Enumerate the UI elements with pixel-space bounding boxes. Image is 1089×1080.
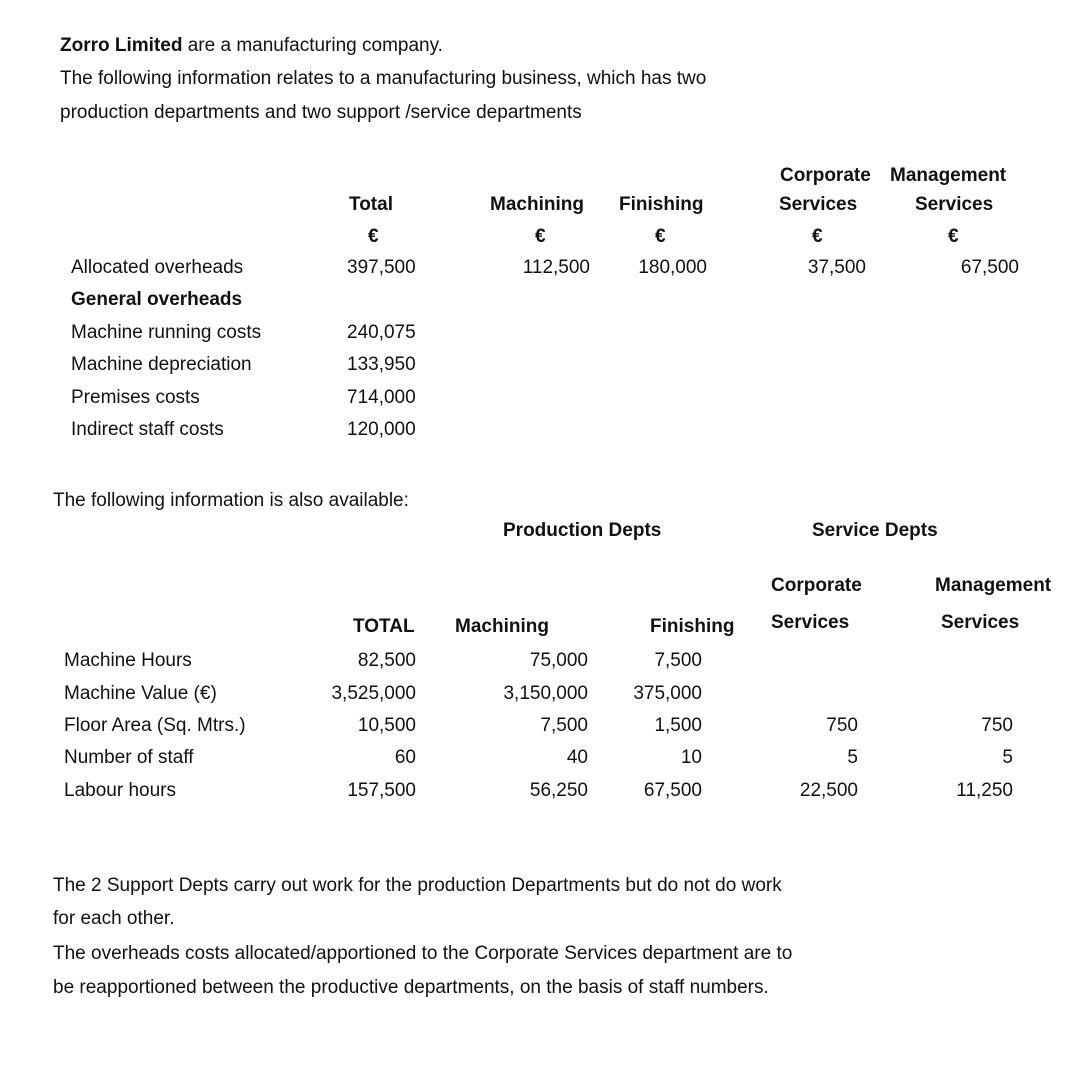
t2-row-management: 750	[981, 715, 1013, 736]
t2-header-total: TOTAL	[353, 616, 415, 637]
t2-row-machining: 3,150,000	[503, 683, 588, 704]
t2-header-management-1: Management	[935, 575, 1052, 596]
t2-row-finishing: 1,500	[654, 715, 702, 736]
t2-row-label: Floor Area (Sq. Mtrs.)	[64, 715, 246, 736]
t2-row-machining: 56,250	[529, 780, 588, 801]
t2-header-corporate-2: Services	[771, 612, 850, 633]
note-1-line-2: for each other.	[53, 908, 175, 929]
t1-general-row-total: 133,950	[347, 354, 416, 375]
t2-row-corporate: 5	[847, 747, 858, 768]
t2-row-machining: 75,000	[529, 650, 588, 671]
t2-row-total: 157,500	[347, 780, 416, 801]
t2-row-finishing: 10	[680, 747, 702, 768]
t1-header-finishing: Finishing	[619, 194, 704, 215]
t2-row-total: 3,525,000	[331, 683, 416, 704]
t2-row-finishing: 375,000	[633, 683, 702, 704]
t1-general-row-label: Premises costs	[71, 387, 200, 408]
t2-header-corporate-1: Corporate	[771, 575, 862, 596]
t2-row-corporate: 750	[826, 715, 858, 736]
t1-general-row-total: 120,000	[347, 419, 416, 440]
t2-row-label: Labour hours	[64, 780, 176, 801]
also-available-text: The following information is also available:	[53, 490, 409, 511]
t1-allocated-label: Allocated overheads	[71, 257, 244, 278]
t2-row-machining: 40	[566, 747, 588, 768]
company-name: Zorro Limited	[60, 35, 183, 56]
t2-row-finishing: 7,500	[654, 650, 702, 671]
t1-general-row-label: Indirect staff costs	[71, 419, 224, 440]
t2-group-production: Production Depts	[503, 520, 662, 541]
t1-general-row-label: Machine depreciation	[71, 354, 252, 375]
t1-general-row-total: 714,000	[347, 387, 416, 408]
intro-line-2: The following information relates to a manufacturing business, which has two	[60, 68, 707, 89]
t1-allocated-corporate: 37,500	[807, 257, 866, 278]
t2-row-label: Machine Hours	[64, 650, 192, 671]
t1-header-management-2: Services	[915, 194, 994, 215]
t1-allocated-machining: 112,500	[522, 257, 590, 278]
t2-row-total: 82,500	[357, 650, 416, 671]
note-1-line-1: The 2 Support Depts carry out work for the production Departments but do not do work	[53, 875, 782, 896]
t2-row-machining: 7,500	[540, 715, 588, 736]
t2-row-management: 11,250	[956, 780, 1013, 801]
t1-currency-management: €	[948, 226, 959, 247]
t1-allocated-finishing: 180,000	[638, 257, 707, 278]
t1-header-management-1: Management	[890, 165, 1007, 186]
t1-general-heading: General overheads	[71, 289, 243, 310]
intro-line-1	[60, 36, 443, 55]
t1-allocated-total: 397,500	[347, 257, 416, 278]
t1-currency-machining: €	[535, 226, 546, 247]
note-2-line-2: be reapportioned between the productive departments, on the basis of staff numbers.	[53, 977, 769, 998]
intro-line-3: production departments and two support /service departments	[60, 102, 582, 123]
t2-row-label: Number of staff	[64, 747, 194, 768]
t2-header-management-2: Services	[941, 612, 1020, 633]
t2-row-management: 5	[1002, 747, 1013, 768]
t1-header-machining: Machining	[490, 194, 584, 215]
t2-header-machining: Machining	[455, 616, 549, 637]
t2-row-total: 10,500	[357, 715, 416, 736]
t1-general-row-label: Machine running costs	[71, 322, 262, 343]
t1-header-corporate-1: Corporate	[780, 165, 871, 186]
t2-row-total: 60	[394, 747, 416, 768]
t2-header-finishing: Finishing	[650, 616, 735, 637]
t2-row-finishing: 67,500	[643, 780, 702, 801]
t1-currency-corporate: €	[812, 226, 823, 247]
t1-allocated-management: 67,500	[960, 257, 1019, 278]
note-2-line-1: The overheads costs allocated/apportioned to the Corporate Services department are to	[53, 943, 793, 964]
t2-row-corporate: 22,500	[799, 780, 858, 801]
t1-currency-finishing: €	[655, 226, 666, 247]
t1-header-corporate-2: Services	[779, 194, 858, 215]
intro-line-1-rest: are a manufacturing company.	[187, 35, 443, 56]
t1-general-row-total: 240,075	[347, 322, 416, 343]
t1-currency-total: €	[368, 226, 379, 247]
t2-row-label: Machine Value (€)	[64, 683, 217, 704]
t2-group-service: Service Depts	[812, 520, 938, 541]
t1-header-total: Total	[349, 194, 393, 215]
